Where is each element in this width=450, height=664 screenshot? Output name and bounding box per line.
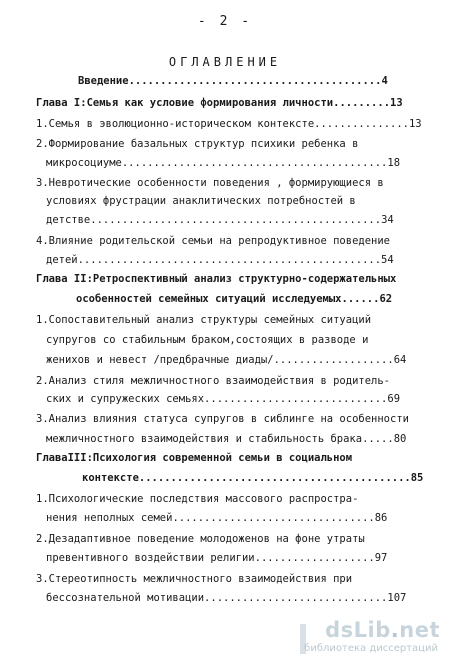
toc-row: 4.Влияние родительской семьи на репродуктивное поведение: [36, 235, 391, 247]
watermark-logo: dsLib.net: [325, 618, 440, 642]
toc-row: 3.Стереотипность межличностного взаимодействия при: [36, 573, 353, 585]
toc-row: превентивного воздействии религии...................97: [46, 552, 388, 564]
toc-row: 2.Анализ стиля межличностного взаимодействия в родитель-: [36, 375, 391, 387]
toc-row: особенностей семейных ситуаций исследуемых......62: [76, 293, 393, 305]
toc-row: Глава II:Ретроспективный анализ структурно-содержательных: [36, 273, 397, 285]
toc-row: 1.Сопоставительный анализ структуры семейных ситуаций: [36, 314, 372, 326]
toc-row: Введение........................................4: [78, 75, 388, 87]
document-title: ОГЛАВЛЕНИЕ: [168, 55, 282, 69]
toc-row: контексте...........................................85: [82, 472, 424, 484]
toc-row: межличностного взаимодействия и стабильность брака.....80: [46, 433, 407, 445]
toc-row: детстве..............................................34: [46, 214, 394, 226]
toc-row: ских и супружеских семьях.............................69: [46, 393, 401, 405]
toc-row: 2.Дезадаптивное поведение молодоженов на фоне утраты: [36, 533, 365, 545]
toc-row: микросоциуме..........................................18: [46, 157, 401, 169]
toc-row: бессознательной мотивации.............................107: [46, 592, 407, 604]
toc-row: 1.Психологические последствия массового распростра-: [36, 493, 359, 505]
watermark-subtitle: библиотека диссертаций: [304, 643, 438, 654]
toc-row: ГлаваIII:Психология современной семьи в социальном: [36, 452, 353, 464]
toc-row: условиях фрустрации анаклитических потребностей в: [46, 195, 356, 207]
page-number: - 2 -: [197, 14, 253, 29]
toc-row: 3.Невротические особенности поведения , формирующиеся в: [36, 177, 384, 189]
toc-row: нения неполных семей................................86: [46, 512, 388, 524]
toc-row: 3.Анализ влияния статуса супругов в сиблинге на особенности: [36, 413, 409, 425]
toc-row: Глава I:Семья как условие формирования личности.........13: [36, 97, 403, 109]
toc-row: женихов и невест /предбрачные диады/...................64: [46, 354, 407, 366]
toc-row: детей................................................54: [46, 254, 394, 266]
toc-row: 1.Семья в эволюционно-историческом контексте...............13: [36, 118, 422, 130]
toc-row: супругов со стабильным браком,состоящих в разводе и: [46, 334, 369, 346]
watermark: [300, 618, 440, 660]
toc-row: 2.Формирование базальных структур психики ребенка в: [36, 138, 359, 150]
